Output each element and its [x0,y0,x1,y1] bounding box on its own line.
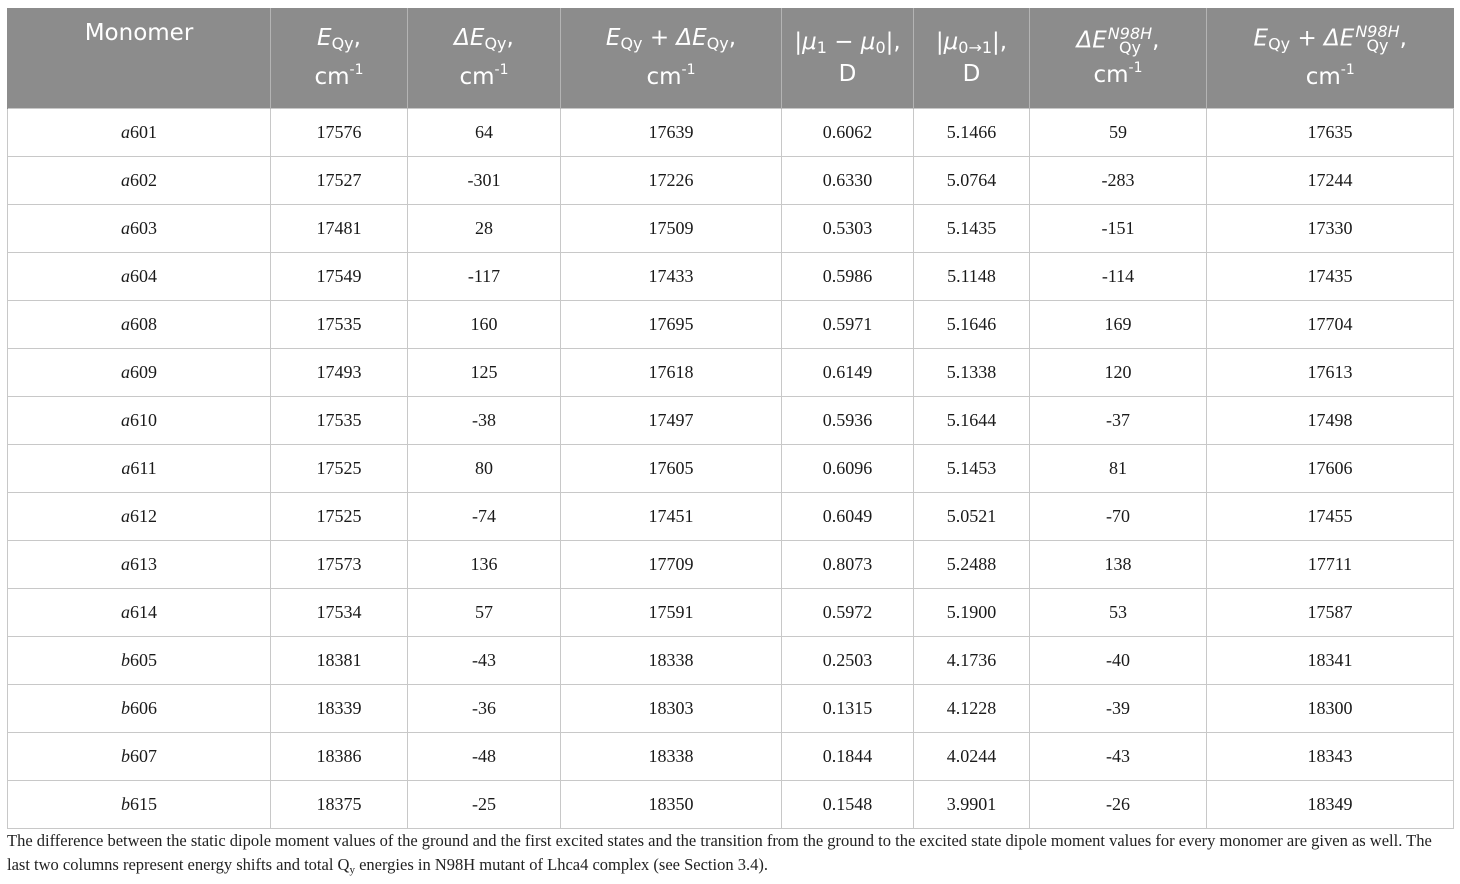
header-e-qy-unit-sup: -1 [349,62,364,78]
cell-sum: 18350 [561,781,782,829]
cell-sum: 17709 [561,541,782,589]
monomer-number: 603 [130,218,157,238]
cell-mu-trans: 4.0244 [914,733,1030,781]
header-sum-sub-b: Qy [706,34,729,53]
monomer-letter: a [121,218,130,238]
cell-delta-e-n98h: -40 [1030,637,1207,685]
cell-e-qy: 17527 [271,157,408,205]
cell-delta-e-qy: -48 [408,733,561,781]
monomer-letter: a [121,314,130,334]
cell-sum-n98h: 18341 [1207,637,1454,685]
table-row [8,349,1454,397]
table-row [8,253,1454,301]
cell-mu-diff: 0.6149 [782,349,914,397]
cell-mu-trans: 5.1148 [914,253,1030,301]
cell-mu-diff: 0.1844 [782,733,914,781]
monomer-letter: a [121,170,130,190]
header-sum-unit: cm [646,64,682,90]
cell-monomer [8,781,271,829]
header-monomer [8,8,271,109]
monomer-number: 609 [130,362,157,382]
header-sum-plus: + [649,25,670,51]
cell-delta-e-qy: 57 [408,589,561,637]
cell-e-qy: 17534 [271,589,408,637]
cell-monomer [8,301,271,349]
monomer-letter: a [121,266,130,286]
cell-e-qy: 17535 [271,301,408,349]
table-header-row [8,8,1454,109]
header-mu-trans-unit: D [962,60,981,87]
cell-sum-n98h: 17435 [1207,253,1454,301]
cell-e-qy: 18375 [271,781,408,829]
header-e-qy-unit: cm [314,64,350,90]
header-e-qy-symbol: E [317,25,332,51]
header-e-qy-sub: Qy [331,34,354,53]
cell-e-qy: 17481 [271,205,408,253]
cell-delta-e-n98h: -39 [1030,685,1207,733]
table-row [8,109,1454,157]
monomer-letter: b [121,650,130,670]
cell-sum-n98h: 17587 [1207,589,1454,637]
cell-mu-trans: 5.1646 [914,301,1030,349]
monomer-number: 601 [130,122,157,142]
monomer-letter: a [121,458,131,478]
header-mu-trans: |μ0→1|, D [914,8,1030,109]
table-row [8,397,1454,445]
header-sum-n98h-sup-b: N98H [1355,21,1400,41]
header-mu-diff-unit: D [838,60,857,87]
cell-delta-e-n98h: -114 [1030,253,1207,301]
cell-delta-e-qy: -38 [408,397,561,445]
table-row [8,493,1454,541]
cell-monomer [8,541,271,589]
header-mu-diff-sub1: 1 [816,37,827,57]
cell-monomer [8,445,271,493]
cell-mu-diff: 0.6049 [782,493,914,541]
monomer-letter: a [121,602,130,622]
cell-monomer [8,637,271,685]
table-row [8,157,1454,205]
cell-sum: 17509 [561,205,782,253]
cell-mu-trans: 4.1228 [914,685,1030,733]
monomer-number: 611 [130,458,157,478]
cell-delta-e-qy: 136 [408,541,561,589]
cell-sum: 17226 [561,157,782,205]
cell-mu-trans: 5.1338 [914,349,1030,397]
cell-monomer [8,589,271,637]
monomer-letter: a [121,506,130,526]
header-delta-e-qy: ΔEQy, $cm^{-1}$ [408,8,561,109]
cell-mu-trans: 5.2488 [914,541,1030,589]
header-sum: EQy + ΔEQy, $cm^{-1}$ [561,8,782,109]
cell-sum-n98h: 17613 [1207,349,1454,397]
cell-e-qy: 17549 [271,253,408,301]
header-mu-diff-sub0: 0 [875,37,886,57]
header-sum-n98h-sub-a: Qy [1268,34,1291,54]
cell-sum-n98h: 17606 [1207,445,1454,493]
cell-monomer [8,685,271,733]
cell-sum-n98h: 18343 [1207,733,1454,781]
cell-mu-trans: 5.1900 [914,589,1030,637]
caption-line-2-sub: y [349,864,355,876]
cell-sum: 17695 [561,301,782,349]
cell-monomer [8,109,271,157]
cell-delta-e-n98h: -70 [1030,493,1207,541]
table-row [8,685,1454,733]
cell-delta-e-qy: 125 [408,349,561,397]
cell-delta-e-qy: -43 [408,637,561,685]
cell-sum: 17451 [561,493,782,541]
cell-delta-e-n98h: 169 [1030,301,1207,349]
cell-monomer [8,157,271,205]
cell-e-qy: 17525 [271,445,408,493]
header-e-qy: EQy, $cm^{-1}$ [271,8,408,109]
caption-line-2-post: energies in N98H mutant of Lhca4 complex (see Section 3.4). [354,855,768,874]
cell-sum-n98h: 18349 [1207,781,1454,829]
monomer-number: 610 [130,410,157,430]
header-delta-e-n98h-unit-sup: -1 [1128,60,1143,76]
cell-e-qy: 18339 [271,685,408,733]
cell-mu-diff: 0.1315 [782,685,914,733]
cell-mu-diff: 0.6062 [782,109,914,157]
cell-sum: 18338 [561,733,782,781]
table-row [8,589,1454,637]
caption-line-1: The difference between the static dipole moment values of the ground and the first excited states and the transition from the ground to the excited state dipole moment values for every monomer [7,831,1283,850]
header-delta-e-n98h-sub: Qy [1118,38,1141,57]
table-body [8,109,1454,829]
cell-sum: 17605 [561,445,782,493]
cell-monomer [8,493,271,541]
cell-sum: 17497 [561,397,782,445]
cell-sum: 18338 [561,637,782,685]
cell-delta-e-qy: -74 [408,493,561,541]
cell-monomer [8,349,271,397]
cell-sum-n98h: 18300 [1207,685,1454,733]
cell-delta-e-n98h: -283 [1030,157,1207,205]
cell-delta-e-qy: -36 [408,685,561,733]
cell-mu-diff: 0.6330 [782,157,914,205]
monomer-letter: a [121,362,130,382]
cell-mu-diff: 0.5971 [782,301,914,349]
header-sum-n98h-sub-b: Qy [1366,35,1389,55]
header-delta-e-qy-unit-sup: -1 [494,62,509,78]
header-mu-trans-sub: 0→1 [958,37,993,57]
cell-e-qy: 17525 [271,493,408,541]
cell-sum-n98h: 17635 [1207,109,1454,157]
cell-mu-diff: 0.2503 [782,637,914,685]
cell-e-qy: 17493 [271,349,408,397]
data-table-container [7,8,1453,829]
header-sum-n98h-symbol-a: E [1253,25,1269,52]
cell-delta-e-qy: -25 [408,781,561,829]
header-sum-n98h-unit-sup: -1 [1340,62,1355,79]
table-row [8,301,1454,349]
header-delta-e-n98h-symbol: ΔE [1076,27,1107,54]
cell-sum-n98h: 17244 [1207,157,1454,205]
header-delta-e-qy-symbol: ΔE [454,25,485,51]
header-sum-symbol-b: ΔE [676,25,707,51]
monomer-number: 614 [130,602,157,622]
cell-mu-trans: 5.0764 [914,157,1030,205]
cell-mu-trans: 5.1435 [914,205,1030,253]
monomer-number: 615 [130,794,157,814]
table-row [8,445,1454,493]
header-sum-unit-sup: -1 [681,62,696,78]
header-delta-e-n98h: ΔE N98H Qy , $cm^{-1}$ [1030,8,1207,109]
cell-monomer [8,397,271,445]
header-sum-n98h-unit: cm [1305,64,1341,91]
cell-mu-trans: 5.1453 [914,445,1030,493]
table-row [8,637,1454,685]
header-delta-e-qy-unit: cm [459,64,495,90]
cell-delta-e-qy: 160 [408,301,561,349]
cell-delta-e-qy: -117 [408,253,561,301]
cell-delta-e-n98h: 120 [1030,349,1207,397]
table-row [8,781,1454,829]
header-delta-e-n98h-sup: N98H [1107,24,1153,43]
header-sum-n98h: EQy + ΔE N98H Qy , $cm^{-1}$ [1207,8,1454,109]
cell-delta-e-qy: 80 [408,445,561,493]
monomer-number: 608 [130,314,157,334]
cell-delta-e-n98h: 53 [1030,589,1207,637]
cell-delta-e-n98h: 81 [1030,445,1207,493]
cell-sum-n98h: 17704 [1207,301,1454,349]
cell-delta-e-n98h: 59 [1030,109,1207,157]
cell-monomer [8,253,271,301]
monomer-energy-table [7,8,1454,829]
monomer-letter: a [121,122,130,142]
cell-delta-e-qy: 28 [408,205,561,253]
cell-monomer [8,733,271,781]
cell-delta-e-n98h: -37 [1030,397,1207,445]
cell-mu-trans: 5.1644 [914,397,1030,445]
cell-monomer [8,205,271,253]
header-mu-diff-mu0: μ [860,28,876,55]
monomer-number: 605 [130,650,157,670]
cell-sum-n98h: 17711 [1207,541,1454,589]
cell-delta-e-n98h: -43 [1030,733,1207,781]
monomer-number: 613 [130,554,157,574]
cell-e-qy: 17573 [271,541,408,589]
monomer-letter: b [121,698,130,718]
header-sum-n98h-plus: + [1297,25,1317,52]
cell-mu-trans: 3.9901 [914,781,1030,829]
header-mu-diff-mu1: μ [802,28,817,55]
monomer-number: 604 [130,266,157,286]
caption-line-2-pre: are given as well. The last two columns represent energy shifts and total Q [7,831,1432,874]
table-row [8,541,1454,589]
cell-sum-n98h: 17455 [1207,493,1454,541]
cell-delta-e-n98h: -151 [1030,205,1207,253]
cell-mu-diff: 0.5936 [782,397,914,445]
cell-sum-n98h: 17498 [1207,397,1454,445]
header-sum-n98h-symbol-b: ΔE [1324,25,1355,52]
table-caption [7,829,1453,882]
cell-sum: 17591 [561,589,782,637]
cell-sum: 17433 [561,253,782,301]
header-delta-e-n98h-unit: cm [1093,62,1129,88]
cell-e-qy: 18381 [271,637,408,685]
cell-mu-diff: 0.8073 [782,541,914,589]
header-delta-e-qy-sub: Qy [484,34,507,53]
cell-sum: 17618 [561,349,782,397]
monomer-letter: b [121,746,130,766]
header-sum-sub-a: Qy [620,34,643,53]
cell-delta-e-qy: 64 [408,109,561,157]
monomer-letter: b [121,794,130,814]
header-mu-trans-mu: μ [943,28,959,55]
cell-sum: 17639 [561,109,782,157]
header-mu-diff: |μ1 − μ0|, D [782,8,914,109]
cell-mu-trans: 5.0521 [914,493,1030,541]
cell-delta-e-qy: -301 [408,157,561,205]
cell-mu-trans: 5.1466 [914,109,1030,157]
header-monomer-label: Monomer [84,20,194,46]
table-row [8,733,1454,781]
cell-e-qy: 17535 [271,397,408,445]
cell-mu-diff: 0.5303 [782,205,914,253]
monomer-number: 606 [130,698,157,718]
monomer-number: 612 [130,506,157,526]
monomer-number: 607 [130,746,157,766]
cell-mu-diff: 0.1548 [782,781,914,829]
cell-mu-diff: 0.5986 [782,253,914,301]
header-sum-symbol-a: E [605,25,621,51]
cell-mu-diff: 0.6096 [782,445,914,493]
cell-delta-e-n98h: -26 [1030,781,1207,829]
monomer-number: 602 [130,170,157,190]
cell-e-qy: 18386 [271,733,408,781]
cell-sum: 18303 [561,685,782,733]
cell-e-qy: 17576 [271,109,408,157]
monomer-letter: a [121,554,130,574]
cell-delta-e-n98h: 138 [1030,541,1207,589]
cell-sum-n98h: 17330 [1207,205,1454,253]
cell-mu-diff: 0.5972 [782,589,914,637]
monomer-letter: a [121,410,130,430]
cell-mu-trans: 4.1736 [914,637,1030,685]
table-row [8,205,1454,253]
